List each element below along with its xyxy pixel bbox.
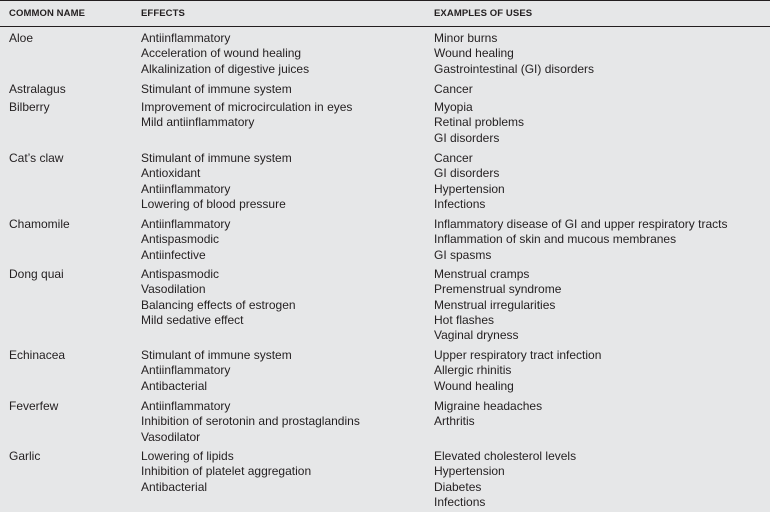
use-item: GI disorders — [434, 130, 500, 145]
effects-cell — [141, 100, 352, 131]
use-item: Vaginal dryness — [434, 328, 519, 343]
use-item: Arthritis — [434, 414, 475, 429]
effects-cell — [141, 31, 309, 77]
effect-item: Mild sedative effect — [141, 312, 244, 327]
effect-item: Antiinfective — [141, 247, 206, 262]
use-item: Elevated cholesterol levels — [434, 449, 577, 463]
common-name-cell: Chamomile — [9, 217, 70, 231]
effects-cell — [141, 348, 292, 394]
effect-item: Antibacterial — [141, 479, 208, 494]
effects-cell — [141, 82, 292, 97]
use-item: Inflammation of skin and mucous membranes — [434, 232, 677, 247]
use-item: Retinal problems — [434, 115, 525, 130]
effect-item: Stimulant of immune system — [141, 82, 292, 96]
effect-item: Lowering of lipids — [141, 449, 234, 463]
common-name-cell: Aloe — [9, 31, 34, 45]
uses-cell — [434, 31, 594, 77]
common-name-cell: Bilberry — [9, 100, 50, 114]
effect-item: Mild antiinflammatory — [141, 115, 255, 130]
effects-cell — [141, 151, 292, 212]
effect-item: Antiinflammatory — [141, 181, 231, 196]
uses-cell — [434, 399, 542, 430]
effect-item: Antiinflammatory — [141, 31, 231, 45]
effect-item: Stimulant of immune system — [141, 348, 292, 362]
uses-cell — [434, 151, 505, 212]
use-item: Inflammatory disease of GI and upper respiratory tracts — [434, 217, 728, 231]
use-item: Hot flashes — [434, 312, 495, 327]
header-effects: EFFECTS — [141, 8, 185, 19]
use-item: Hypertension — [434, 181, 505, 196]
common-name-cell: Dong quai — [9, 267, 64, 281]
use-item: Myopia — [434, 100, 473, 114]
common-name-cell: Feverfew — [9, 399, 59, 413]
header-common-name: COMMON NAME — [9, 8, 86, 19]
common-name-cell: Garlic — [9, 449, 41, 463]
effects-cell — [141, 449, 311, 495]
effect-item: Inhibition of platelet aggregation — [141, 464, 312, 479]
use-item: Diabetes — [434, 479, 482, 494]
common-name-cell: Astralagus — [9, 82, 66, 96]
use-item: Migraine headaches — [434, 399, 543, 413]
effect-item: Antibacterial — [141, 378, 208, 393]
use-item: Gastrointestinal (GI) disorders — [434, 61, 595, 76]
effect-item: Inhibition of serotonin and prostaglandins — [141, 414, 360, 429]
effects-cell — [141, 267, 296, 328]
effect-item: Stimulant of immune system — [141, 151, 292, 165]
table-header — [0, 0, 770, 27]
effect-item: Antioxidant — [141, 166, 201, 181]
uses-cell — [434, 449, 576, 510]
effect-item: Vasodilator — [141, 429, 201, 444]
header-examples-of-uses: EXAMPLES OF USES — [434, 8, 533, 19]
common-name-cell: Echinacea — [9, 348, 66, 362]
uses-cell — [434, 348, 601, 394]
common-name-cell: Cat’s claw — [9, 151, 64, 165]
effect-item: Antispasmodic — [141, 232, 220, 247]
uses-cell — [434, 82, 473, 97]
use-item: Wound healing — [434, 378, 514, 393]
use-item: GI disorders — [434, 166, 500, 181]
uses-cell — [434, 267, 561, 343]
effects-cell — [141, 217, 230, 263]
use-item: Wound healing — [434, 46, 514, 61]
use-item: Infections — [434, 196, 486, 211]
effect-item: Improvement of microcirculation in eyes — [141, 100, 353, 114]
uses-cell — [434, 100, 524, 146]
effects-cell — [141, 399, 360, 445]
effect-item: Antiinflammatory — [141, 217, 231, 231]
use-item: Infections — [434, 494, 486, 509]
effect-item: Acceleration of wound healing — [141, 46, 302, 61]
effect-item: Antispasmodic — [141, 267, 220, 281]
use-item: Upper respiratory tract infection — [434, 348, 602, 362]
use-item: Menstrual cramps — [434, 267, 530, 281]
use-item: Premenstrual syndrome — [434, 282, 562, 297]
use-item: Cancer — [434, 151, 473, 165]
effect-item: Balancing effects of estrogen — [141, 297, 296, 312]
use-item: Cancer — [434, 82, 473, 96]
use-item: Allergic rhinitis — [434, 363, 512, 378]
use-item: Minor burns — [434, 31, 498, 45]
effect-item: Lowering of blood pressure — [141, 196, 286, 211]
use-item: Menstrual irregularities — [434, 297, 556, 312]
effect-item: Alkalinization of digestive juices — [141, 61, 310, 76]
effect-item: Vasodilation — [141, 282, 206, 297]
use-item: Hypertension — [434, 464, 505, 479]
effect-item: Antiinflammatory — [141, 363, 231, 378]
use-item: GI spasms — [434, 247, 492, 262]
effect-item: Antiinflammatory — [141, 399, 231, 413]
uses-cell — [434, 217, 727, 263]
